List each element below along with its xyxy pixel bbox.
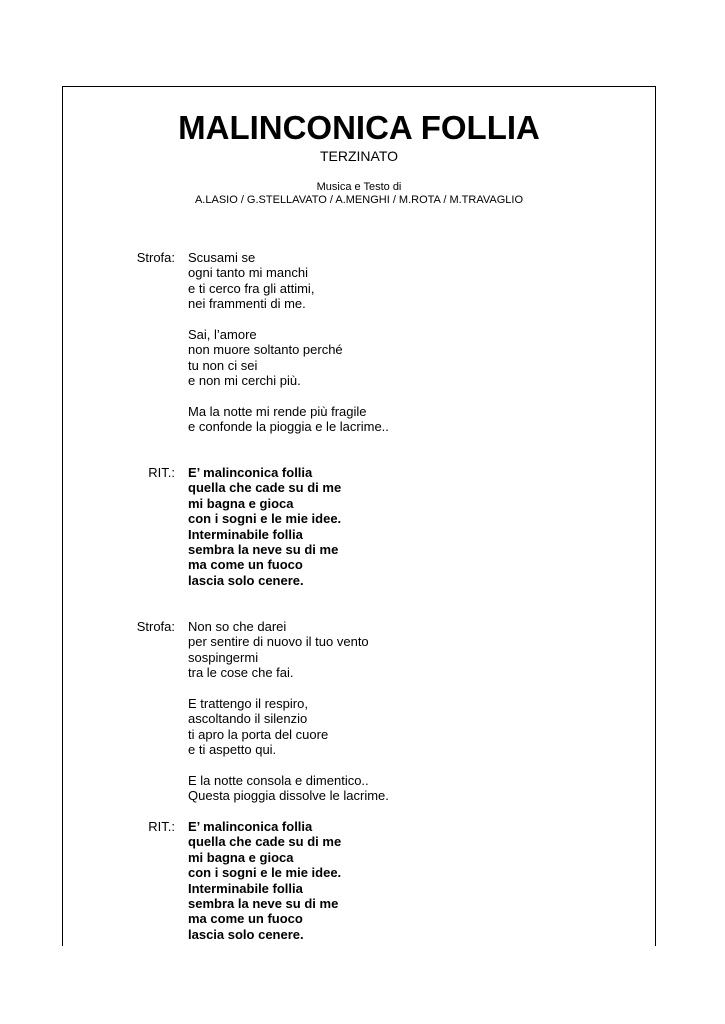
lyric-line: quella che cade su di me: [188, 480, 342, 496]
lyric-line: sembra la neve su di me: [188, 896, 339, 912]
lyric-line: mi bagna e gioca: [188, 849, 294, 865]
credits-label: Musica e Testo di: [316, 181, 402, 193]
lyric-line: nei frammenti di me.: [188, 296, 306, 312]
lyric-line: ma come un fuoco: [188, 557, 303, 573]
section-label: Strofa:: [136, 250, 175, 265]
lyric-line: Interminabile follia: [188, 880, 303, 896]
stanza: [188, 250, 389, 312]
stanza: [188, 404, 389, 435]
stanza: [188, 327, 389, 389]
lyric-line: ma come un fuoco: [188, 911, 303, 927]
lyric-line: E la notte consola e dimentico..: [188, 773, 369, 789]
lyric-line: per sentire di nuovo il tuo vento: [188, 634, 369, 650]
stanza: [188, 465, 341, 588]
lyric-line: tra le cose che fai.: [188, 665, 294, 681]
lyric-line: sospingermi: [188, 649, 259, 665]
lyric-line: Interminabile follia: [188, 526, 303, 542]
lyric-line: Questa pioggia dissolve le lacrime.: [188, 788, 389, 804]
lyric-line: quella che cade su di me: [188, 834, 342, 850]
lyric-line: E trattengo il respiro,: [188, 696, 308, 712]
lyric-line: e ti cerco fra gli attimi,: [188, 280, 315, 296]
stanza: [188, 619, 389, 681]
lyric-line: ascoltando il silenzio: [188, 711, 308, 727]
lyric-line: lascia solo cenere.: [188, 572, 304, 588]
lyric-line: Sai, l’amore: [188, 327, 257, 343]
lyric-line: sembra la neve su di me: [188, 542, 339, 558]
lyrics-block: [188, 819, 341, 942]
song-genre: TERZINATO: [319, 148, 399, 164]
lyric-line: tu non ci sei: [188, 357, 258, 373]
section-label: RIT.:: [148, 819, 175, 834]
lyric-line: Non so che darei: [188, 619, 287, 634]
stanza: [188, 819, 341, 942]
lyrics-block: [188, 465, 341, 588]
lyric-line: Scusami se: [188, 250, 256, 265]
lyric-line: Ma la notte mi rende più fragile: [188, 404, 367, 420]
lyric-line: ti apro la porta del cuore: [188, 726, 329, 742]
lyric-line: con i sogni e le mie idee.: [188, 511, 342, 527]
page-frame: [62, 86, 656, 946]
lyric-line: E’ malinconica follia: [188, 465, 313, 480]
lyric-line: lascia solo cenere.: [188, 926, 304, 942]
lyric-line: E’ malinconica follia: [188, 819, 313, 834]
credits-names: A.LASIO / G.STELLAVATO / A.MENGHI / M.ROTA / M.TRAVAGLIO: [194, 194, 524, 206]
lyric-line: con i sogni e le mie idee.: [188, 865, 342, 881]
lyric-line: e ti aspetto qui.: [188, 742, 277, 758]
lyric-line: e confonde la pioggia e le lacrime..: [188, 419, 389, 435]
song-title: MALINCONICA FOLLIA: [178, 109, 540, 146]
lyrics-block: [188, 250, 389, 435]
stanza: [188, 696, 389, 758]
lyric-line: e non mi cerchi più.: [188, 373, 301, 389]
stanza: [188, 773, 389, 804]
lyric-line: non muore soltanto perché: [188, 342, 343, 358]
lyric-line: mi bagna e gioca: [188, 495, 294, 511]
section-label: RIT.:: [148, 465, 175, 480]
lyrics-block: [188, 619, 389, 804]
lyric-line: ogni tanto mi manchi: [188, 265, 308, 281]
section-label: Strofa:: [136, 619, 175, 634]
